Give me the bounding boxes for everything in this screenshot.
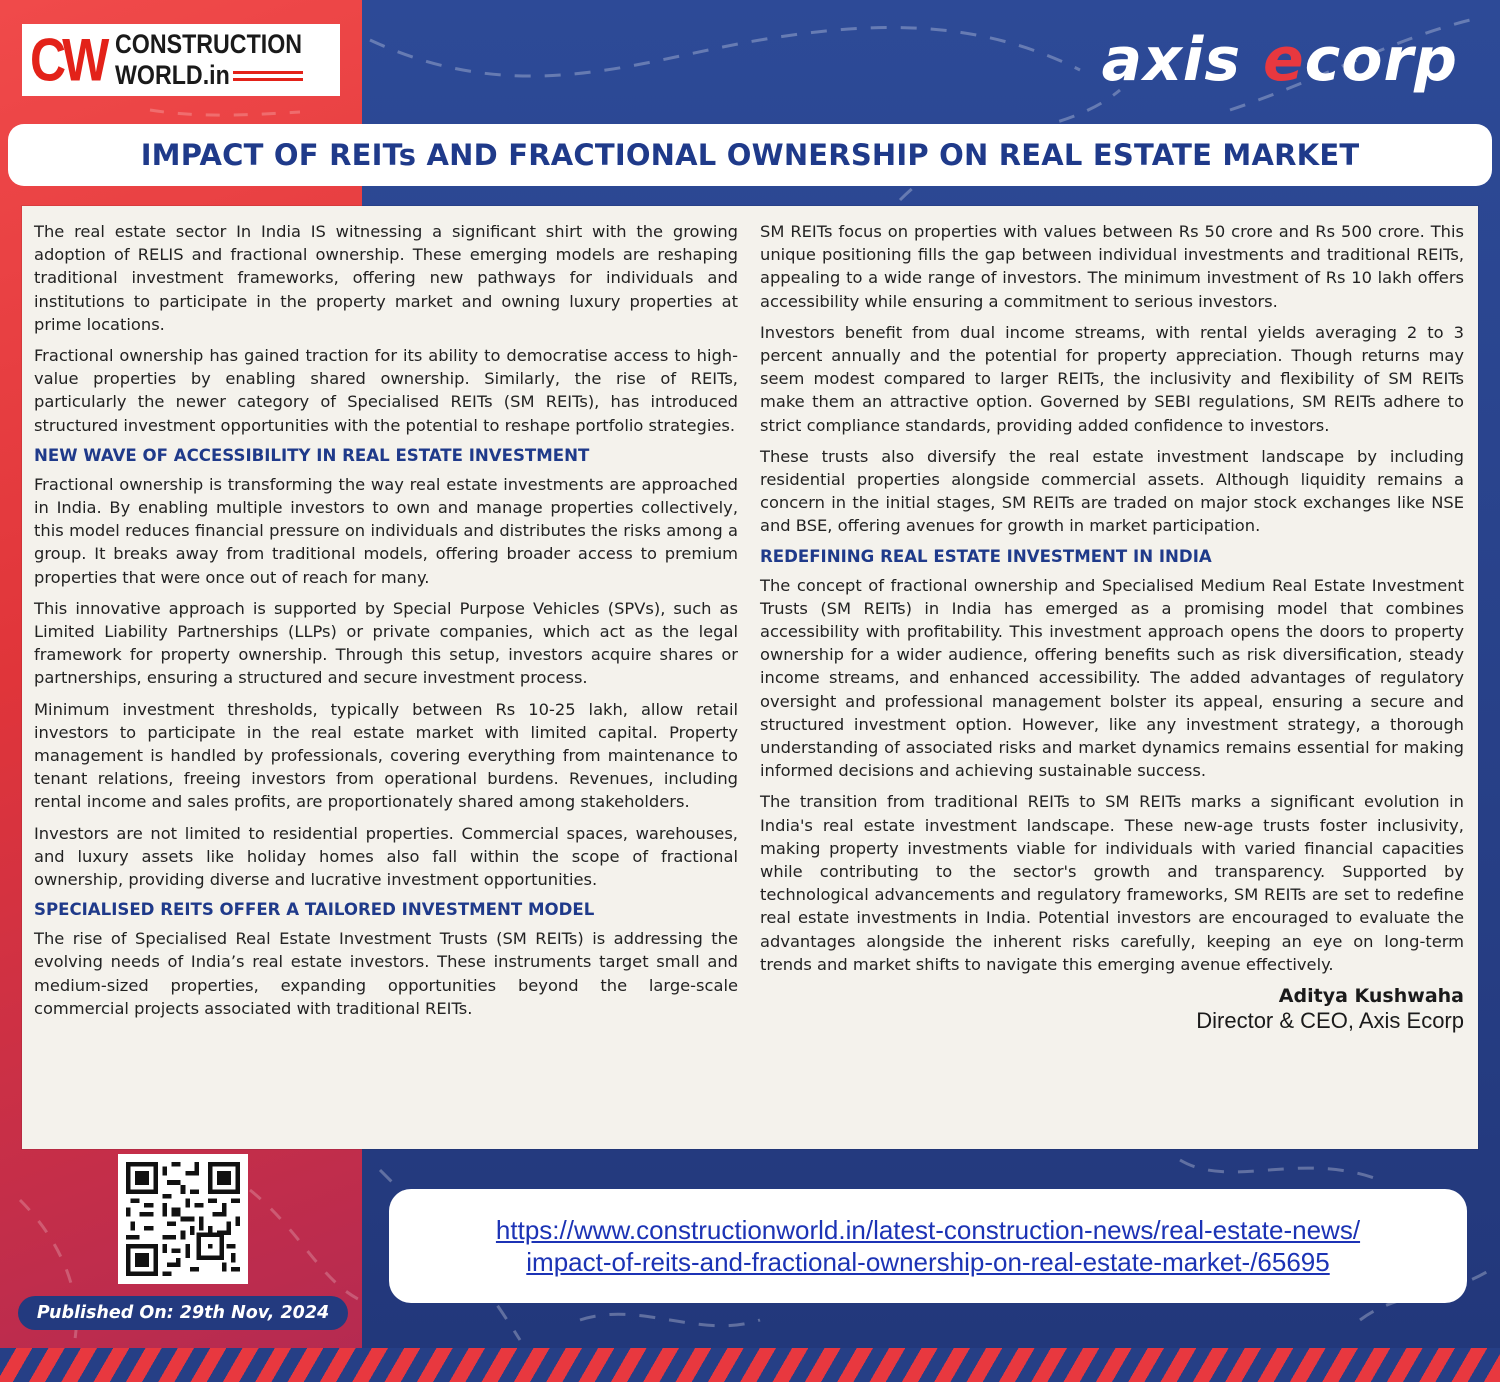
qr-code[interactable] <box>118 1154 248 1284</box>
author-name: Aditya Kushwaha <box>1278 985 1464 1008</box>
paragraph: Investors benefit from dual income streams, with rental yields averaging 2 to 3 percent annually and the potential for property appreciation. Though returns may seem modest compared to larger REITs, the inclusivity and flexibility of SM REITs make them an attractive option. Governed by SEBI regulations, SM REITs adhere to strict compliance standards, providing added confidence to investors. <box>760 322 1464 435</box>
axis-logo-accent-letter: e <box>1262 25 1305 95</box>
paragraph: These trusts also diversify the real estate investment landscape by including residential properties alongside commercial assets. Although liquidity remains a concern in the initial stages, SM REITs are traded on major stock exchanges like NSE and BSE, offering avenues for growth in market participation. <box>760 446 1464 536</box>
axis-ecorp-logo <box>1101 25 1458 95</box>
section-heading: REDEFINING REAL ESTATE INVESTMENT IN INDIA <box>760 546 1212 566</box>
published-date-badge <box>18 1296 348 1330</box>
qr-code-icon <box>126 1162 240 1276</box>
article-body <box>22 206 1478 1149</box>
author-byline <box>760 984 1464 1034</box>
paragraph: This innovative approach is supported by Special Purpose Vehicles (SPVs), such as Limited Liability Partnerships (LLPs) or private companies, which act as the legal framework for property ownership. Through this setup, investors acquire shares or partnerships, ensuring a structured and secure investment process. <box>34 598 738 688</box>
cw-logo-line2: WORLD.in <box>115 60 231 90</box>
cw-logo-line2-row <box>115 62 333 89</box>
axis-logo-suffix: corp <box>1304 25 1458 95</box>
paragraph: The rise of Specialised Real Estate Investment Trusts (SM REITs) is addressing the evolving needs of India’s real estate investors. These instruments target small and medium-sized properties, expanding opportunities beyond the large-scale commercial projects associated with traditional REITs. <box>34 929 738 1018</box>
paragraph: The transition from traditional REITs to SM REITs marks a significant evolution in India's real estate investment landscape. These new-age trusts foster inclusivity, making property investments viable for individuals with varied financial capacities while contributing to the sector's growth and transparency. Supported by technological advancements and regulatory frameworks, SM REITs are set to redefine real estate investments in India. Potential investors are encouraged to evaluate the advantages alongside the inherent risks carefully, keeping an eye on long-term trends and market shifts to navigate this emerging avenue effectively. <box>760 792 1464 974</box>
page-title: IMPACT OF REITs AND FRACTIONAL OWNERSHIP ON REAL ESTATE MARKET <box>140 138 1360 172</box>
section-heading: NEW WAVE OF ACCESSIBILITY IN REAL ESTATE INVESTMENT <box>34 445 590 465</box>
article-link-box <box>389 1189 1467 1303</box>
paragraph: SM REITs focus on properties with values between Rs 50 crore and Rs 500 crore. This unique positioning fills the gap between individual investments and traditional REITs, appealing to a wide range of investors. The minimum investment of Rs 10 lakh offers accessibility while ensuring a commitment to serious investors. <box>760 222 1464 311</box>
bottom-stripe-bar <box>0 1348 1500 1382</box>
axis-logo-prefix: axis <box>1101 25 1263 95</box>
article-link-line1[interactable]: https://www.constructionworld.in/latest-construction-news/real-estate-news/ <box>495 1215 1361 1245</box>
cw-logo-text <box>115 31 333 89</box>
cw-logo-mark: CW <box>30 26 106 94</box>
cw-logo-rule <box>233 71 303 81</box>
paragraph: The real estate sector In India IS witnessing a significant shirt with the growing adoption of RELIS and fractional ownership. These emerging models are reshaping traditional investment frameworks, offering new pathways for individuals and institutions to participate in the property market and owning luxury properties at prime locations. <box>34 222 738 334</box>
paragraph: Fractional ownership is transforming the way real estate investments are approached in India. By enabling multiple investors to own and manage properties collectively, this model reduces financial pressure on individuals and distributes the risks among a group. It breaks away from traditional models, offering broader access to premium properties that were once out of reach for many. <box>34 474 738 587</box>
published-date: Published On: 29th Nov, 2024 <box>36 1303 330 1323</box>
paragraph: The concept of fractional ownership and Specialised Medium Real Estate Investment Trusts (SM REITs) in India has emerged as a promising model that combines accessibility with profitability. This investment approach opens the doors to property ownership for a wider audience, offering benefits such as risk diversification, steady income streams, and enhanced accessibility. The added advantages of regulatory oversight and professional management bolster its appeal, ensuring a secure and structured investment option. However, like any investment strategy, a thorough understanding of associated risks and market dynamics remains essential for making informed decisions and achieving sustainable success. <box>760 575 1464 781</box>
paragraph: Fractional ownership has gained traction for its ability to democratise access to high-value properties by enabling shared ownership. Similarly, the rise of REITs, particularly the newer category of Specialised REITs (SM REITs), has introduced structured investment opportunities with the potential to reshape portfolio strategies. <box>34 346 738 435</box>
cw-logo-line1: CONSTRUCTION <box>115 29 303 59</box>
title-banner <box>8 124 1492 186</box>
paragraph: Minimum investment thresholds, typically between Rs 10-25 lakh, allow retail investors to participate in the real estate market with limited capital. Property management is handled by professionals, covering everything from maintenance to tenant relations, freeing investors from operational burdens. Revenues, including rental income and sales profits, are proportionately shared among stakeholders. <box>34 699 738 812</box>
article-link-line2[interactable]: impact-of-reits-and-fractional-ownership-on-real-estate-market-/65695 <box>526 1247 1330 1277</box>
paragraph: Investors are not limited to residential properties. Commercial spaces, warehouses, and luxury assets like holiday homes also fall within the scope of fractional ownership, providing diverse and lucrative investment opportunities. <box>34 823 738 890</box>
author-title: Director & CEO, Axis Ecorp <box>1196 1008 1464 1034</box>
section-heading: SPECIALISED REITS OFFER A TAILORED INVESTMENT MODEL <box>34 900 595 920</box>
article-column-right <box>760 220 1464 1034</box>
construction-world-logo <box>22 24 340 96</box>
article-column-left <box>34 220 738 1028</box>
